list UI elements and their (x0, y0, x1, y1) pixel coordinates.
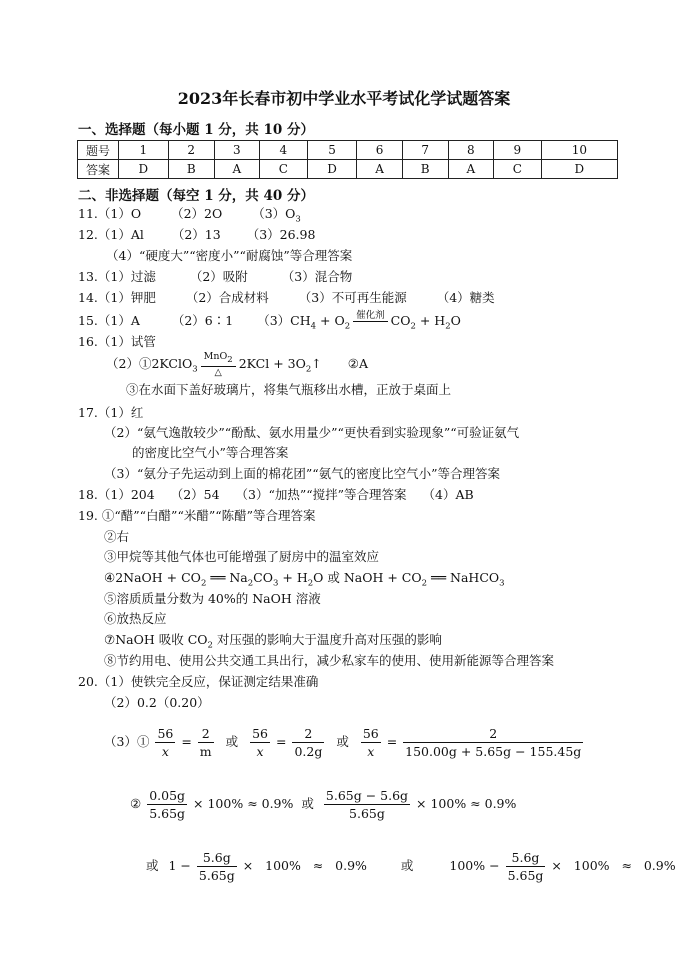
q15-part2: （2）6∶1 (171, 313, 234, 328)
q16-part2-equation: （2）①2KClO$_3$ MnO$_2$ △ $2KCl + 3O_2↑$ (106, 351, 322, 378)
q13-line (78, 269, 352, 285)
table-cell: 8 (448, 141, 493, 160)
q17-part2a: （2）“氨气逸散较少”“酚酞、氨水用量少”“更快看到实验现象”“可验证氨气 (104, 425, 520, 440)
table-cell: D (119, 160, 169, 179)
q11-line (78, 206, 301, 228)
q14-part3: （3）不可再生能源 (298, 290, 407, 305)
fraction: $\frac{5.65g - 5.6g}{5.65g}$ (325, 788, 409, 821)
q18-part4: （4）AB (422, 487, 474, 502)
table-cell: 7 (402, 141, 448, 160)
q19-part3: ③甲烷等其他气体也可能增强了厨房中的温室效应 (104, 549, 380, 564)
q20-part1: 20.（1）使铁完全反应，保证测定结果准确 (78, 674, 319, 689)
q13-part2: （2）吸附 (189, 269, 248, 284)
table-row-numbers (78, 141, 618, 160)
q12-part2: （2）13 (171, 227, 221, 242)
row-head-number: 题号 (78, 141, 119, 160)
q20-part3-line3: 或 1 − $\frac{5.6g}{5.65g}$ × 100% ≈ 0.9% 或 100% − $\frac{5.6g}{5.65g}$ × 100% ≈ 0.9% (146, 850, 676, 883)
table-cell: A (448, 160, 493, 179)
table-cell: C (494, 160, 542, 179)
q17-part3: （3）“氨分子先运动到上面的棉花团”“氨气的密度比空气小”等合理答案 (104, 466, 501, 481)
mno2-condition: MnO$_2$ (201, 351, 236, 367)
catalyst-condition: 催化剂 (353, 310, 388, 322)
q18-line (78, 487, 474, 503)
q11-part3: $(3)O_3$ (252, 206, 301, 225)
q18-part2: （2）54 (170, 487, 220, 502)
q19-part2: ②右 (104, 529, 130, 544)
q19-part7: ⑦NaOH 吸收 $CO_2$ 对压强的影响大于温度升高对压强的影响 (104, 632, 442, 651)
table-row-answers (78, 160, 618, 179)
q16-part2-line (106, 350, 368, 384)
q16-part1: 16.（1）试管 (78, 334, 156, 349)
fraction: $\frac{56}{x}$ (157, 726, 174, 759)
q12-line (78, 227, 315, 243)
table-cell: A (357, 160, 402, 179)
q17-part1: 17.（1）红 (78, 405, 144, 420)
q15-part1: 15.（1）A (78, 313, 140, 328)
q20-circle-2: ② (130, 796, 142, 811)
fraction: $\frac{2}{m}$ (199, 726, 212, 759)
table-cell: 6 (357, 141, 402, 160)
table-cell: 9 (494, 141, 542, 160)
q16-part2b: ②A (347, 356, 368, 371)
q15-part3: $(3)CH_4 + O_2$ 催化剂 $CO_2 + H_2O$ (257, 310, 461, 332)
table-cell: D (541, 160, 617, 179)
q20-part3-line1: （3）① $\frac{56}{x}$ = $\frac{2}{m}$ 或 $\frac{56}{x}$ = $\frac{2}{0.2g}$ 或 $\frac{56}{x}$ = $\frac{2}{150.00g + 5.65g - 155.45g}$ (104, 726, 582, 759)
q14-part2: （2）合成材料 (185, 290, 269, 305)
choice-answer-table (77, 140, 618, 179)
q13-part1: 13.（1）过滤 (78, 269, 156, 284)
fraction: $\frac{5.6g}{5.65g}$ (507, 850, 544, 883)
q19-line1 (78, 508, 316, 524)
q14-line (78, 290, 495, 306)
table-cell: 5 (307, 141, 357, 160)
table-cell: 1 (119, 141, 169, 160)
q16-part3: ③在水面下盖好玻璃片，将集气瓶移出水槽，正放于桌面上 (126, 382, 452, 397)
section-2-heading: 二、非选择题（每空 1 分，共 40 分） (78, 188, 314, 204)
fraction-long: $\frac{2}{150.00g + 5.65g - 155.45g}$ (405, 726, 582, 759)
fraction: $\frac{0.05g}{5.65g}$ (149, 788, 186, 821)
q13-part3: （3）混合物 (281, 269, 353, 284)
q11-part2: （2）2O (171, 206, 223, 221)
q11-part1: 11.（1）O (78, 206, 142, 221)
fraction: $\frac{56}{x}$ (362, 726, 379, 759)
table-cell: 2 (168, 141, 214, 160)
q14-part1: 14.（1）钾肥 (78, 290, 156, 305)
fraction: $\frac{56}{x}$ (252, 726, 269, 759)
table-cell: C (260, 160, 308, 179)
table-cell: B (168, 160, 214, 179)
q20-part2: （2）0.2（0.20） (104, 695, 210, 710)
table-cell: D (307, 160, 357, 179)
section-1-heading: 一、选择题（每小题 1 分，共 10 分） (78, 122, 314, 138)
fraction: $\frac{5.6g}{5.65g}$ (198, 850, 235, 883)
q19-part1: ①“醋”“白醋”“米醋”“陈醋”等合理答案 (101, 508, 316, 523)
q17-part2b: 的密度比空气小”等合理答案 (132, 445, 289, 460)
q19-part4: ④2NaOH + $CO_2$ ══ $Na_2CO_3 + H_2O$ 或 NaOH + $CO_2$ ══ NaHCO$_3$ (104, 570, 505, 589)
q20-part3-label: （3）① (104, 734, 150, 749)
q20-part3-line2: ② $\frac{0.05g}{5.65g}$ × 100% ≈ 0.9% 或 $\frac{5.65g - 5.6g}{5.65g}$ × 100% ≈ 0.9% (130, 788, 517, 821)
q19-part5: ⑤溶质质量分数为 40%的 NaOH 溶液 (104, 591, 321, 606)
q12-part4: （4）“硬度大”“密度小”“耐腐蚀”等合理答案 (106, 248, 353, 263)
table-cell: 4 (260, 141, 308, 160)
table-cell: A (214, 160, 259, 179)
q19-number: 19. (78, 508, 98, 523)
table-cell: 3 (214, 141, 259, 160)
fraction: $\frac{2}{0.2g}$ (294, 726, 323, 759)
q12-part3: （3）26.98 (246, 227, 316, 242)
q14-part4: （4）糖类 (436, 290, 495, 305)
page-title: 2023年长春市初中学业水平考试化学试题答案 (177, 89, 511, 108)
table-cell: 10 (541, 141, 617, 160)
table-cell: B (402, 160, 448, 179)
q12-part1: 12.（1）Al (78, 227, 144, 242)
row-head-answer: 答案 (78, 160, 119, 179)
q19-part6: ⑥放热反应 (104, 611, 167, 626)
heat-symbol: △ (214, 366, 222, 378)
q18-part3: （3）“加热”“搅拌”等合理答案 (235, 487, 407, 502)
q18-part1: 18.（1）204 (78, 487, 155, 502)
q19-part8: ⑧节约用电、使用公共交通工具出行，减少私家车的使用、使用新能源等合理答案 (104, 653, 555, 668)
